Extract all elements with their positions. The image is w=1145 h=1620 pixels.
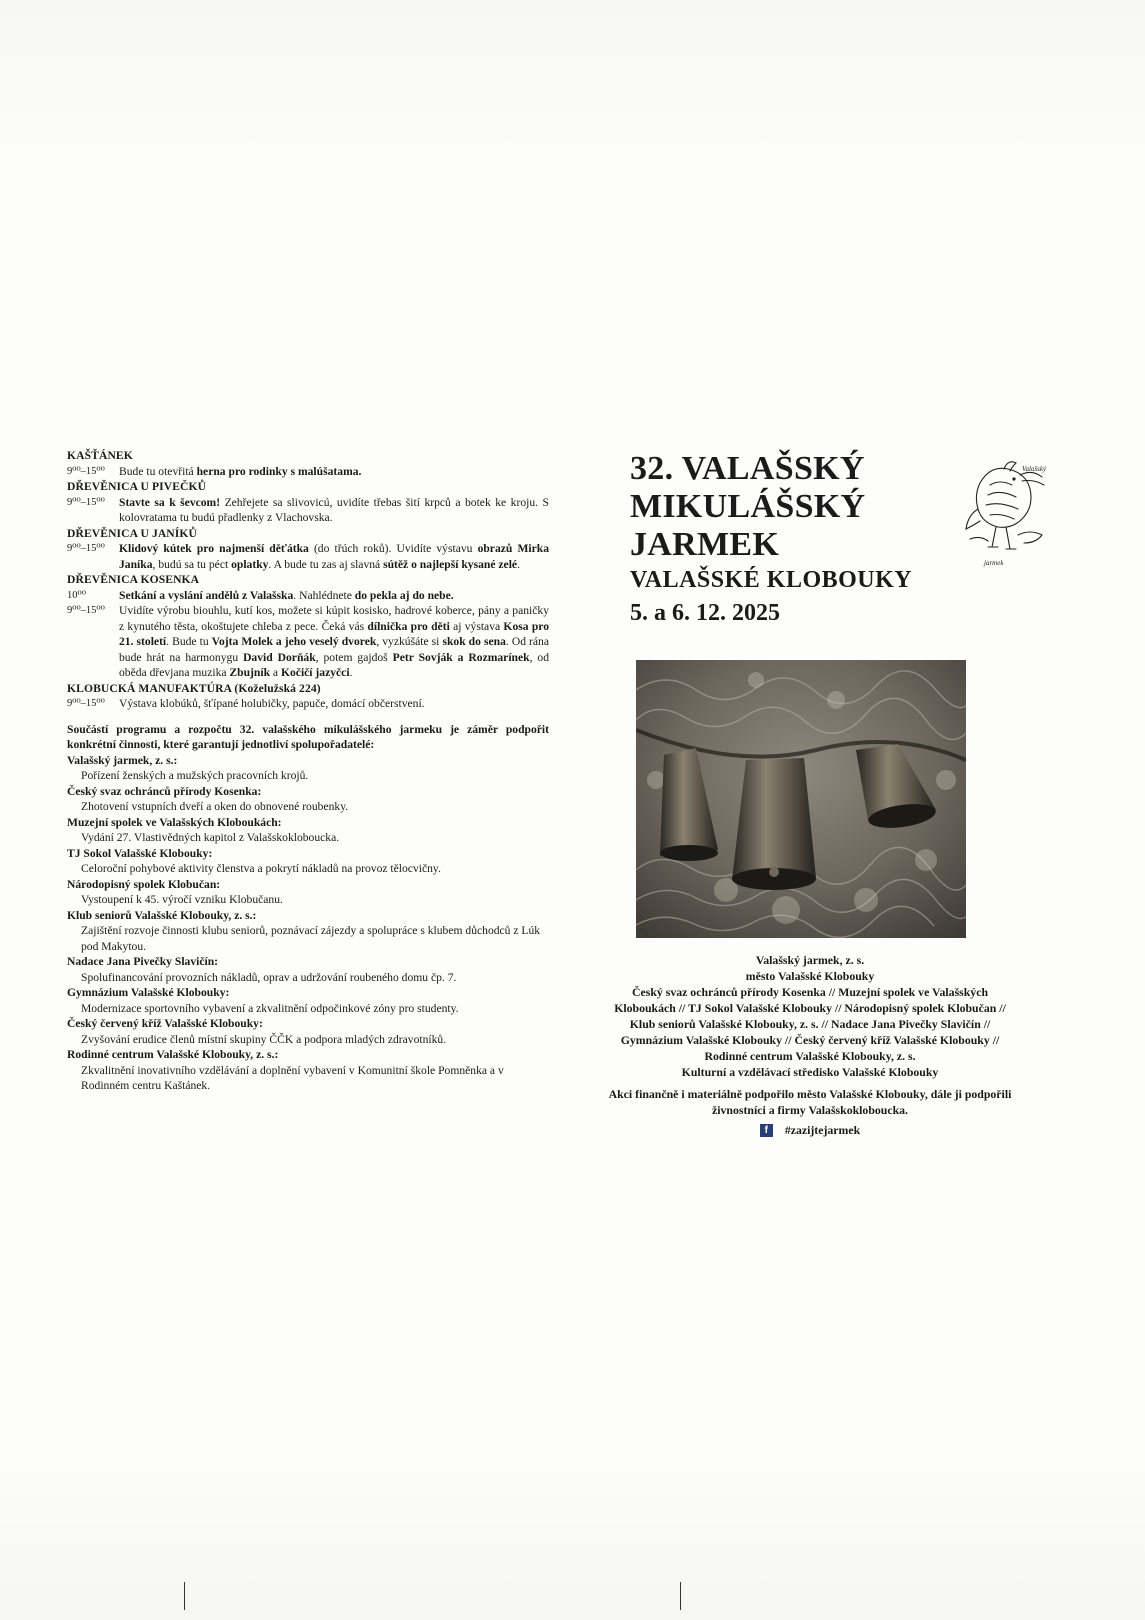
event-title-block [630, 450, 970, 628]
program-entry [67, 588, 549, 604]
event-date: 5. a 6. 12. 2025 [630, 600, 780, 626]
organizer-name: Nadace Jana Pivečky Slavičín: [67, 955, 219, 968]
venue-pivecku: DŘEVĚNICA U PIVEČKŮ [67, 480, 207, 493]
credit-line: Kulturní a vzdělávací středisko Valašské Klobouky [681, 1065, 939, 1079]
entry-text: Klidový kútek pro najmenší děťátka (do třúch roků). Uvidíte výstavu obrazů Mirka Janíka, budú sa tu péct oplatky. A bude tu zas aj slavná sútěž o najlepší kysané zelé. [119, 542, 549, 571]
scan-mark [680, 1582, 681, 1610]
entry-text: Uvidíte výrobu biouhlu, kutí kos, možete si kúpit kosisko, hadrové koberce, pány a paničky z kynutého těsta, okoštujete chleba z pece. Čeká vás dílnička pro děti aj výstava Kosa pro 21. století. Bude tu Vojta Molek a jeho veselý dvorek, vyzkúšáte si skok do sena. Od rána bude hrát na harmonygu David Dorňák, potem gajdoš Petr Sovják a Rozmarínek, od oběda dřevjana muzika Zbujník a Kočičí jazyčci. [119, 604, 550, 679]
credit-line: město Valašské Klobouky [745, 969, 875, 983]
entry-text: Výstava klobúků, šťípané holubičky, papuče, domácí občerstvení. [119, 697, 425, 710]
entry-time: 10⁰⁰ [67, 589, 86, 601]
title-line-2: MIKULÁŠSKÝ [630, 488, 866, 525]
organizer-name: Klub seniorů Valašské Klobouky, z. s.: [67, 908, 257, 922]
organizer-goal: Celoroční pohybové aktivity členstva a pokrytí nákladů na provoz tělocvičny. [81, 862, 441, 875]
organizer-goal: Spolufinancování provozních nákladů, oprav a udržování roubeného domu čp. 7. [81, 970, 457, 984]
budget-intro: Součástí programu a rozpočtu 32. valašského mikulášského jarmeku je záměr podpořit konkrétní činnosti, které garantují jednotliví spolupořadatelé: [67, 722, 549, 751]
program-entry [67, 495, 549, 526]
entry-time: 9⁰⁰–15⁰⁰ [67, 496, 105, 508]
organizer-name: Valašský jarmek, z. s.: [67, 753, 178, 767]
credit-line: Valašský jarmek, z. s. [755, 953, 865, 967]
credit-line: Český svaz ochránců přírody Kosenka // Muzejní spolek ve Valašských Kloboukách // TJ Sokol Valašské Klobouky // Národopisný spolek Klobučan // Klub seniorů Valašské Klobouky, z. s. // Nadace Jana Pivečky Slavičín // Gymnázium Valašské Klobouky // Český červený kříž Valašské Klobouky // Rodinné centrum Valašské Klobouky, z. s. [614, 985, 1006, 1063]
program-entry [67, 464, 549, 480]
program-left-column [67, 448, 549, 1094]
program-entry [67, 541, 549, 572]
organizer-goal: Zajištění rozvoje činnosti klubu seniorů, poznávací zájezdy a spolupráce s klubem důchodců z Lúk pod Makytou. [81, 924, 541, 953]
organizer-goal: Zkvalitnění inovativního vzdělávání a doplnění vybavení v Komunitní škole Pomněnka a v Rodinném centru Kaštánek. [81, 1063, 504, 1092]
hashtag: #zazijtejarmek [784, 1123, 861, 1137]
organizer-name: Gymnázium Valašské Klobouky: [67, 986, 230, 999]
organizer-goal: Zvyšování erudice členů místní skupiny ČČK a podpora mladých zdravotníků. [81, 1032, 447, 1046]
svg-text:jarmek: jarmek [984, 559, 1004, 567]
organizers-credits [600, 952, 1020, 1138]
title-line-1: 32. VALAŠSKÝ [630, 450, 865, 487]
venue-janiku: DŘEVĚNICA U JANÍKŮ [67, 526, 197, 540]
cowbells-photo [636, 660, 966, 938]
venue-manufaktura: KLOBUCKÁ MANUFAKTÚRA (Koželužská 224) [67, 681, 321, 695]
jarmek-logo-stamp [960, 455, 1050, 575]
town-subtitle: VALAŠSKÉ KLOBOUKY [630, 567, 913, 593]
organizer-name: Český červený kříž Valašské Klobouky: [67, 1017, 263, 1030]
entry-text: Bude tu otevřitá herna pro rodinky s malúšatama. [119, 464, 362, 478]
program-entry [67, 603, 549, 681]
program-entry [67, 696, 549, 712]
organizer-goal: Pořízení ženských a mužských pracovních krojů. [81, 769, 309, 782]
organizer-list [67, 753, 549, 1094]
entry-time: 9⁰⁰–15⁰⁰ [67, 543, 105, 554]
support-note: Akci finančně i materiálně podpořilo město Valašské Klobouky, dále ji podpořili živnostníci a firmy Valašskoklobоucka. [608, 1087, 1012, 1117]
organizer-goal: Vystoupení k 45. výročí vzniku Klobučanu. [81, 893, 283, 906]
venue-kosenka: DŘEVĚNICA KOSENKA [67, 573, 200, 586]
entry-text: Setkání a vyslání andělů z Valašska. Nahlédnete do pekla aj do nebe. [119, 588, 454, 602]
scan-mark [184, 1582, 185, 1610]
organizer-goal: Vydání 27. Vlastivědných kapitol z Valašskoklobоucka. [81, 831, 340, 844]
facebook-icon[interactable]: f [760, 1124, 773, 1137]
organizer-name: Rodinné centrum Valašské Klobouky, z. s.: [67, 1048, 279, 1061]
entry-time: 9⁰⁰–15⁰⁰ [67, 465, 105, 477]
title-line-3: JARMEK [630, 526, 780, 563]
organizer-name: TJ Sokol Valašské Klobouky: [67, 846, 213, 860]
organizer-goal: Zhotovení vstupních dveří a oken do obnovené roubenky. [81, 800, 349, 813]
entry-time: 9⁰⁰–15⁰⁰ [67, 605, 105, 616]
venue-kastanek: KAŠŤÁNEK [67, 449, 133, 462]
organizer-goal: Modernizace sportovního vybavení a zkvalitnění odpočinkové zóny pro studenty. [81, 1001, 459, 1015]
social-row [600, 1122, 1020, 1138]
entry-time: 9⁰⁰–15⁰⁰ [67, 698, 105, 709]
organizer-name: Národopisný spolek Klobučan: [67, 877, 221, 891]
organizer-name: Muzejní spolek ve Valašských Kloboukách: [67, 815, 282, 829]
entry-text: Stavte sa k ševcom! Zehřejete sa slivovicú, uvidíte třebas šití krpců a botek ke kroju. S kolovratama tu budú přadlenky z Vlachovska. [119, 495, 549, 524]
organizer-name: Český svaz ochránců přírody Kosenka: [67, 784, 262, 798]
svg-text:Valašský: Valašský [1022, 465, 1047, 473]
